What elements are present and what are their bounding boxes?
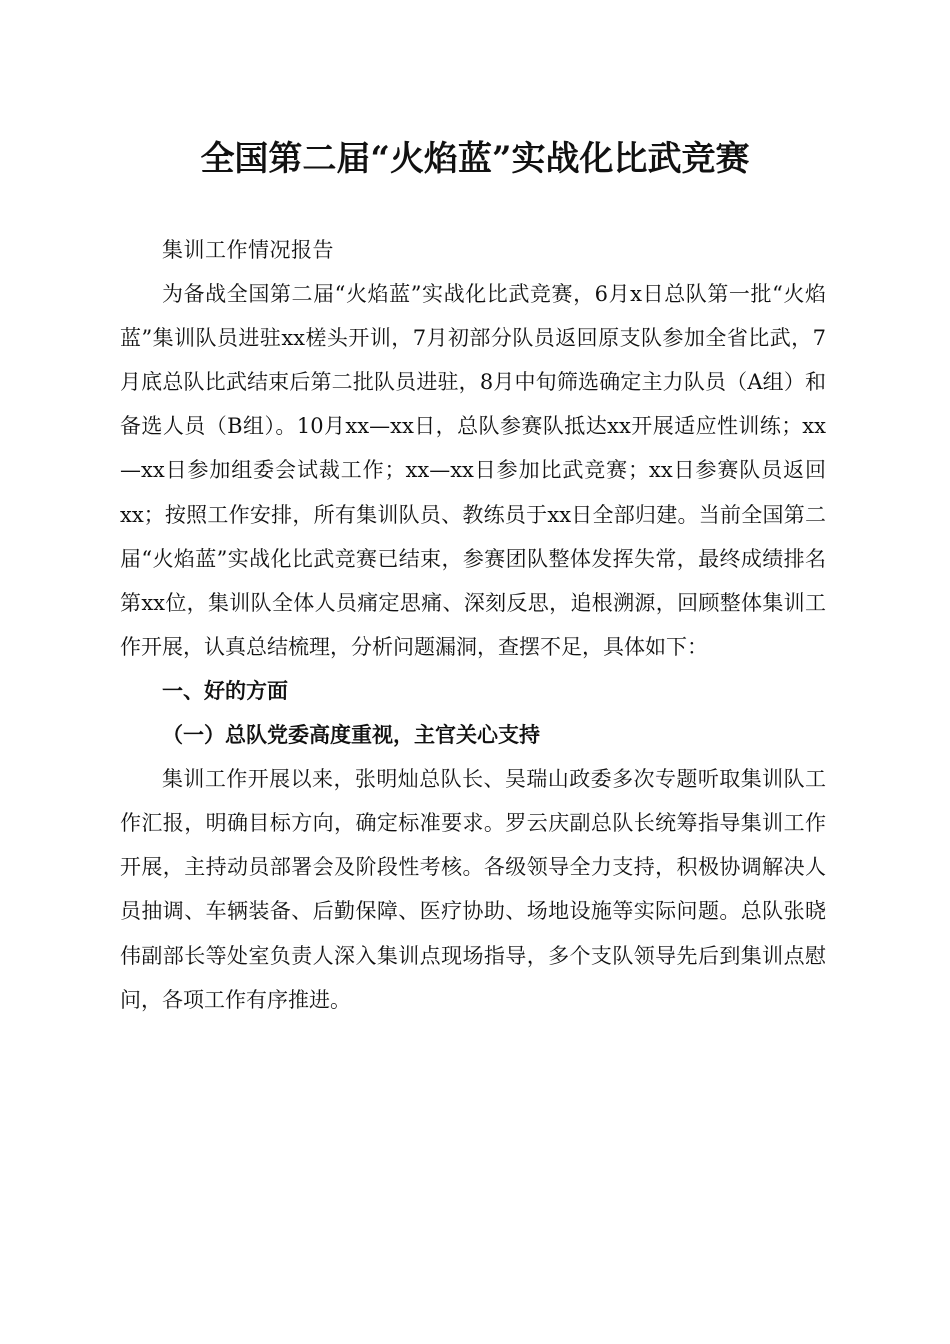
document-body xyxy=(120,228,826,1022)
subsection-heading-leadership: （一）总队党委高度重视，主官关心支持 xyxy=(162,722,540,748)
report-subtitle: 集训工作情况报告 xyxy=(162,238,334,262)
section-heading-good-aspects: 一、好的方面 xyxy=(162,678,288,703)
intro-paragraph: 为备战全国第二届“火焰蓝”实战化比武竞赛，6月x日总队第一批“火焰蓝”集训队员进驻xx槎头开训，7月初部分队员返回原支队参加全省比武，7月底总队比武结束后第二批队员进驻，8月中旬筛选确定主力队员（A组）和备选人员（B组）。10月xx—xx日，总队参赛队抵达xx开展适应性训练；xx—xx日参加组委会试裁工作；xx—xx日参加比武竞赛；xx日参赛队员返回xx；按照工作安排，所有集训队员、教练员于xx日全部归建。当前全国第二届“火焰蓝”实战化比武竞赛已结束，参赛团队整体发挥失常，最终成绩排名第xx位，集训队全体人员痛定思痛、深刻反思，追根溯源，回顾整体集训工作开展，认真总结梳理，分析问题漏洞，查摆不足，具体如下： xyxy=(120,282,826,659)
document-title: 全国第二届“火焰蓝”实战化比武竞赛 xyxy=(200,139,750,179)
leadership-paragraph: 集训工作开展以来，张明灿总队长、吴瑞山政委多次专题听取集训队工作汇报，明确目标方向，确定标准要求。罗云庆副总队长统筹指导集训工作开展，主持动员部署会及阶段性考核。各级领导全力支持，积极协调解决人员抽调、车辆装备、后勤保障、医疗协助、场地设施等实际问题。总队张晓伟副部长等处室负责人深入集训点现场指导，多个支队领导先后到集训点慰问，各项工作有序推进。 xyxy=(120,767,826,1012)
